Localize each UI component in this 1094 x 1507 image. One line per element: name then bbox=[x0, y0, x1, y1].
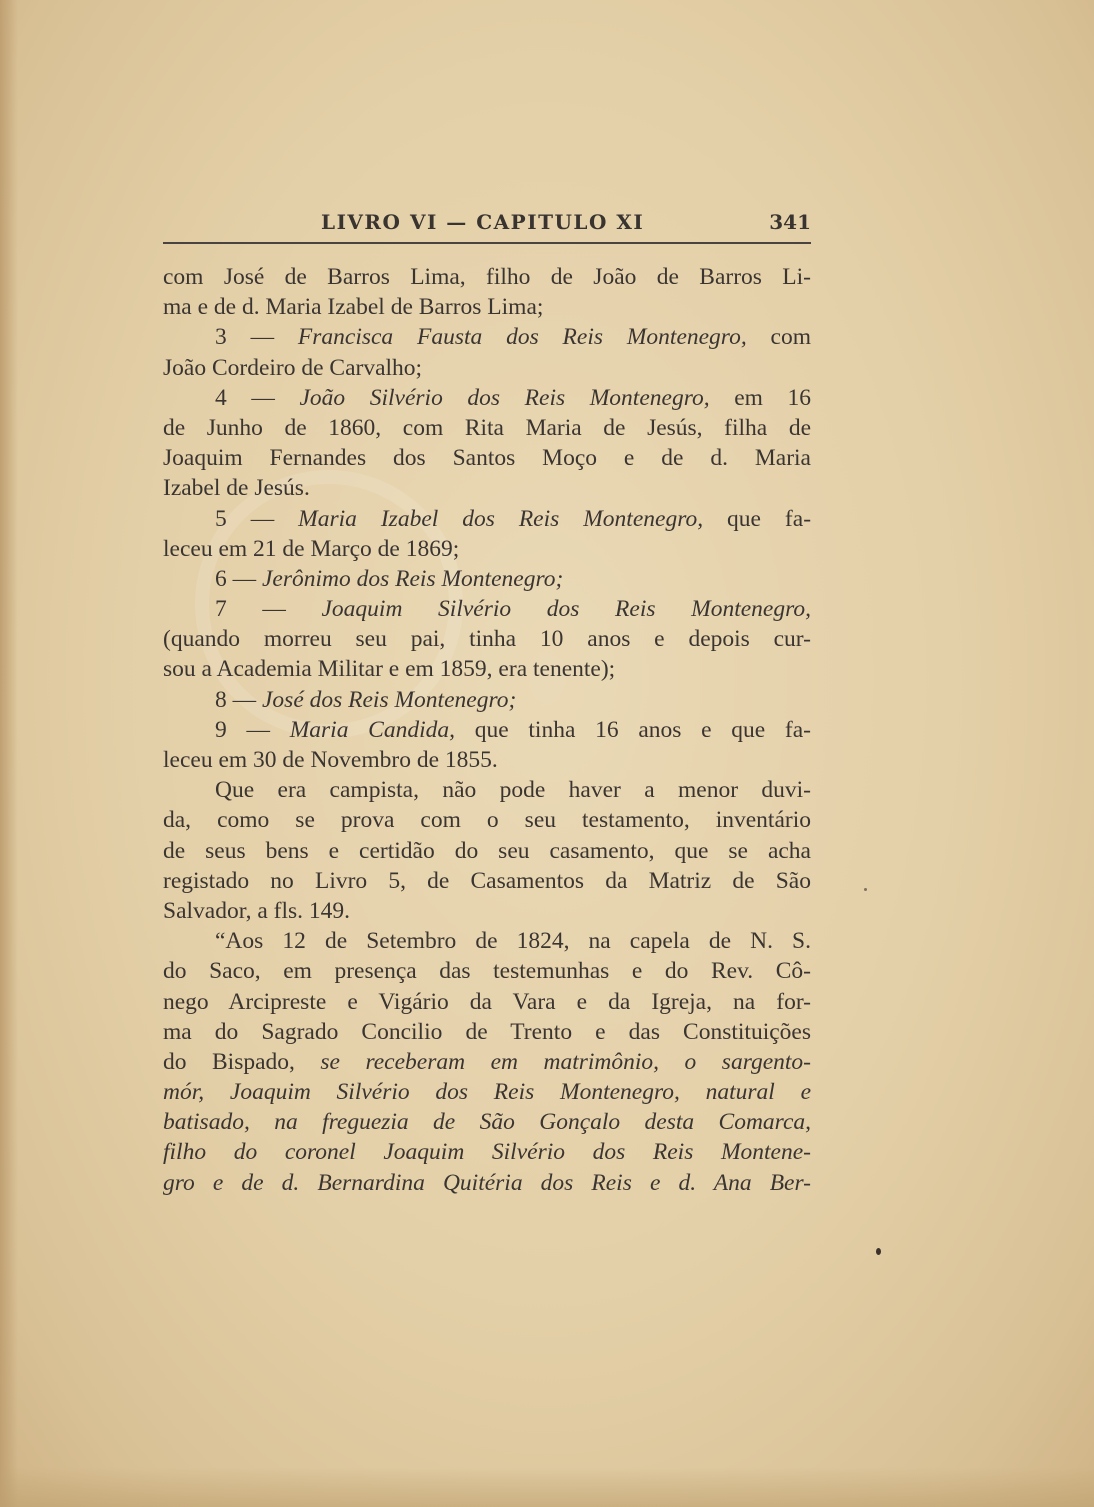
running-header bbox=[163, 208, 811, 244]
text-line: de Junho de 1860, com Rita Maria de Jesús, filha de bbox=[163, 414, 811, 441]
text-line: ma e de d. Maria Izabel de Barros Lima; bbox=[163, 294, 544, 321]
text-line: 7 — Joaquim Silvério dos Reis Montenegro, bbox=[215, 596, 811, 623]
text-line: 3 — Francisca Fausta dos Reis Montenegro, com bbox=[215, 324, 811, 351]
text-line: mór, Joaquim Silvério dos Reis Montenegro, natural e bbox=[163, 1079, 811, 1106]
text-line: filho do coronel Joaquim Silvério dos Reis Montene- bbox=[163, 1139, 811, 1166]
text-line: 5 — Maria Izabel dos Reis Montenegro, que fa- bbox=[215, 505, 812, 532]
text-line: João Cordeiro de Carvalho; bbox=[163, 354, 423, 381]
text-line: leceu em 30 de Novembro de 1855. bbox=[163, 747, 498, 773]
page-body-text bbox=[163, 262, 811, 1198]
text-line: Izabel de Jesús. bbox=[163, 475, 310, 502]
text-line: gro e de d. Bernardina Quitéria dos Reis e d. Ana Ber- bbox=[163, 1169, 811, 1196]
text-line: do Saco, em presença das testemunhas e do Rev. Cô- bbox=[163, 958, 811, 985]
text-line: registado no Livro 5, de Casamentos da Matriz de São bbox=[163, 867, 811, 894]
text-line: 8 — José dos Reis Montenegro; bbox=[215, 686, 517, 713]
text-line: “Aos 12 de Setembro de 1824, na capela de N. S. bbox=[215, 928, 811, 955]
text-line: batisado, na freguezia de São Gonçalo desta Comarca, bbox=[163, 1109, 811, 1136]
text-line: Salvador, a fls. 149. bbox=[163, 897, 351, 924]
header-title: LIVRO VI — CAPITULO XI bbox=[321, 210, 645, 234]
text-line: leceu em 21 de Março de 1869; bbox=[163, 535, 460, 562]
page-number: 341 bbox=[769, 210, 811, 234]
text-line: ma do Sagrado Concilio de Trento e das Constituições bbox=[163, 1018, 811, 1045]
text-line: da, como se prova com o seu testamento, inventário bbox=[163, 807, 811, 834]
text-line: 6 — Jerônimo dos Reis Montenegro; bbox=[215, 565, 564, 592]
text-line: (quando morreu seu pai, tinha 10 anos e depois cur- bbox=[163, 626, 811, 653]
text-line: Joaquim Fernandes dos Santos Moço e de d. Maria bbox=[163, 445, 811, 472]
text-line: do Bispado, se receberam em matrimônio, o sargento- bbox=[163, 1048, 811, 1075]
page-bottom-edge-shadow bbox=[0, 1467, 1094, 1507]
text-line: de seus bens e certidão do seu casamento, que se acha bbox=[163, 837, 811, 864]
ink-speck bbox=[864, 888, 867, 891]
text-line: Que era campista, não pode haver a menor duvi- bbox=[215, 777, 811, 804]
text-line: com José de Barros Lima, filho de João de Barros Li- bbox=[163, 264, 811, 290]
text-line: sou a Academia Militar e em 1859, era tenente); bbox=[163, 656, 616, 683]
text-line: nego Arcipreste e Vigário da Vara e da Igreja, na for- bbox=[163, 988, 811, 1015]
page-left-edge-shadow bbox=[0, 0, 18, 1507]
text-line: 9 — Maria Candida, que tinha 16 anos e que fa- bbox=[215, 716, 812, 743]
ink-speck bbox=[876, 1248, 881, 1255]
text-line: 4 — João Silvério dos Reis Montenegro, em 16 bbox=[215, 384, 811, 411]
